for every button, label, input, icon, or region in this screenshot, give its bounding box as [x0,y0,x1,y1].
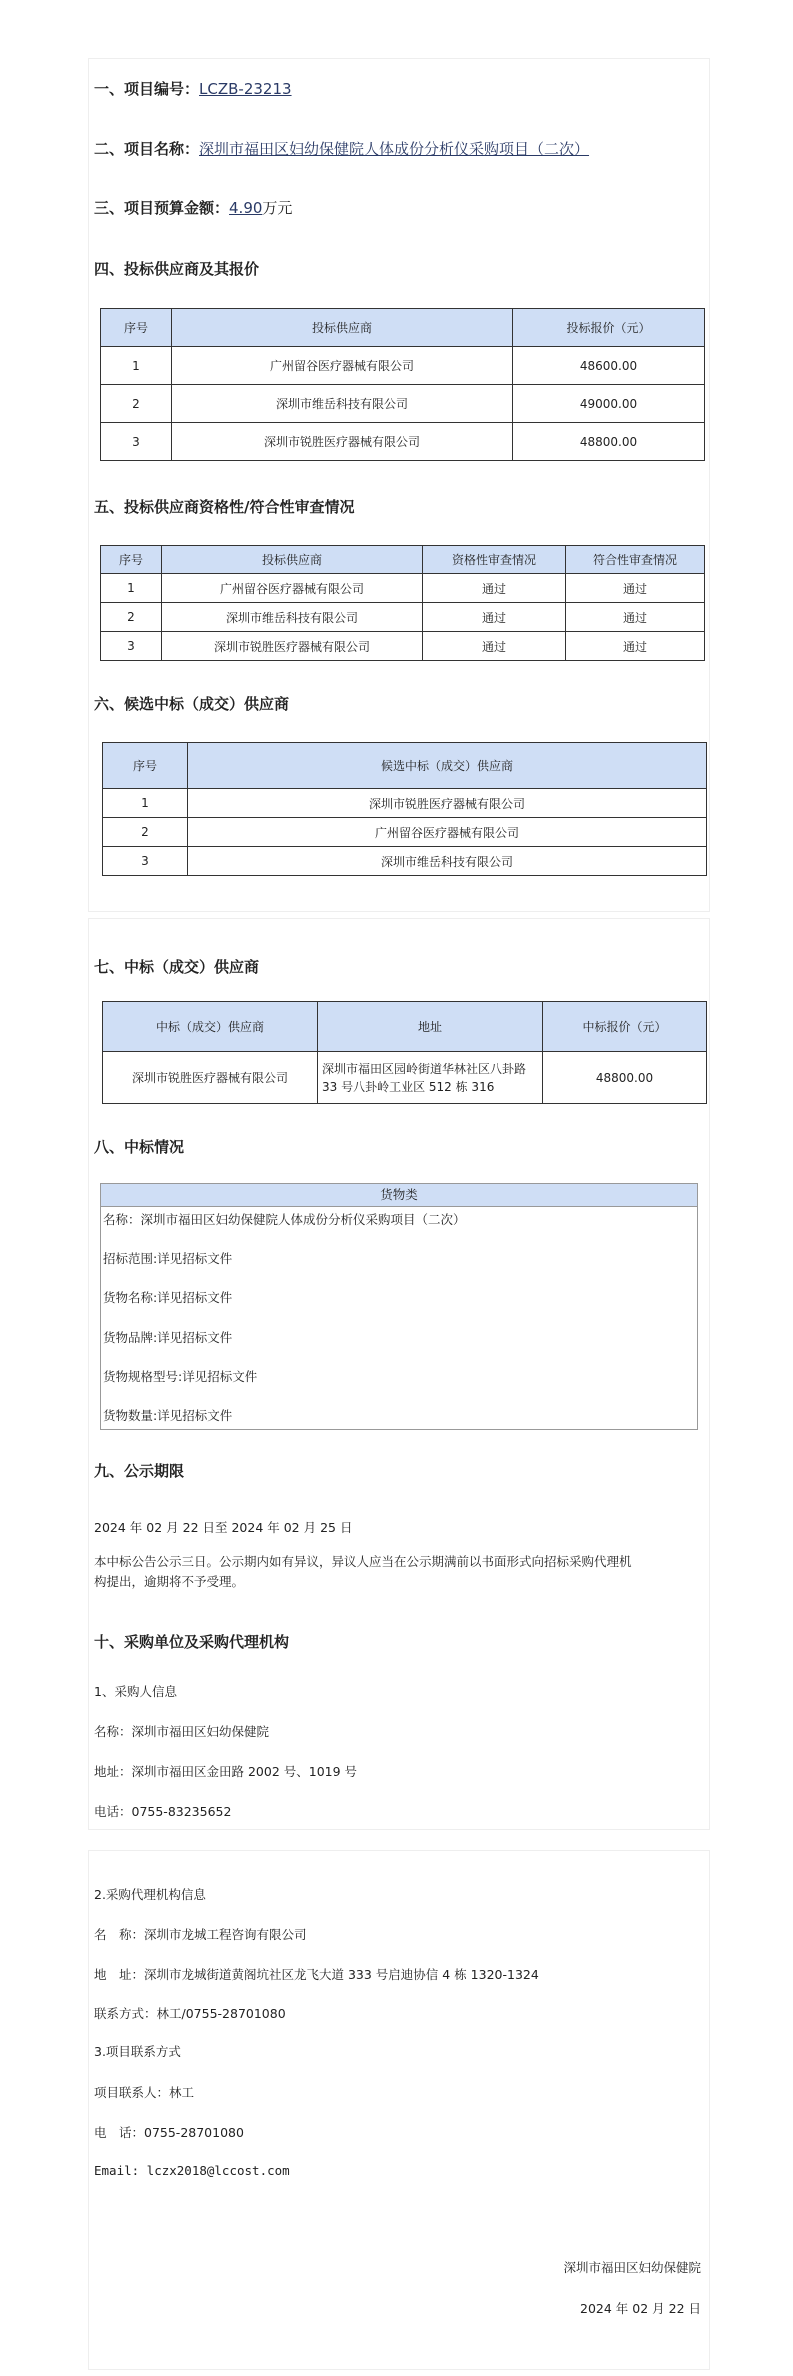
budget-line [94,197,292,218]
table-row [101,385,705,423]
cell: 3 [103,847,188,876]
goods-box [100,1183,698,1430]
cell: 深圳市维岳科技有限公司 [188,847,707,876]
budget-unit: 万元 [262,199,293,217]
project-name-value: 深圳市福田区妇幼保健院人体成份分析仪采购项目（二次） [199,140,590,158]
agency-email: Email: lczx2018@lccost.com [94,2163,290,2178]
cell: 3 [101,423,172,461]
project-number-value: LCZB-23213 [199,80,292,98]
table-row [103,847,707,876]
cell: 1 [101,574,162,603]
buyer-heading: 1、采购人信息 [94,1684,177,1699]
winner-table [102,1001,707,1104]
goods-box-header: 货物类 [101,1184,697,1207]
col-header: 地址 [318,1002,543,1052]
bidders-title: 四、投标供应商及其报价 [94,260,260,278]
candidates-table [102,742,707,876]
project-contact-heading: 3.项目联系方式 [94,2044,181,2059]
buyer-address: 地址：深圳市福田区金田路 2002 号、1019 号 [94,1764,358,1779]
project-contact-phone: 电 话：0755-28701080 [94,2125,244,2140]
cell: 2 [101,603,162,632]
cell: 2 [101,385,172,423]
col-header: 候选中标（成交）供应商 [188,743,707,789]
candidates-title: 六、候选中标（成交）供应商 [94,695,290,713]
buyer-phone: 电话：0755-83235652 [94,1804,232,1819]
cell: 通过 [566,632,705,661]
cell: 深圳市锐胜医疗器械有限公司 [172,423,513,461]
cell: 深圳市锐胜医疗器械有限公司 [103,1052,318,1104]
table-row [101,603,705,632]
col-header: 投标供应商 [172,309,513,347]
col-header: 序号 [101,546,162,574]
buyer-name: 名称：深圳市福田区妇幼保健院 [94,1724,270,1739]
publicity-period: 2024 年 02 月 22 日至 2024 年 02 月 25 日 [94,1520,353,1535]
project-number-label: 一、项目编号： [94,80,200,98]
project-contact-person: 项目联系人：林工 [94,2085,195,2100]
cell: 48800.00 [513,423,705,461]
col-header: 序号 [103,743,188,789]
publicity-notice-2: 构提出，逾期将不予受理。 [94,1574,245,1589]
cell: 深圳市维岳科技有限公司 [172,385,513,423]
footer-org: 深圳市福田区妇幼保健院 [563,2260,701,2275]
table-row [101,423,705,461]
publicity-title: 九、公示期限 [94,1462,185,1480]
cell: 通过 [566,603,705,632]
col-header: 资格性审查情况 [423,546,566,574]
cell: 3 [101,632,162,661]
cell: 49000.00 [513,385,705,423]
cell: 深圳市锐胜医疗器械有限公司 [188,789,707,818]
col-header: 投标报价（元） [513,309,705,347]
col-header: 符合性审查情况 [566,546,705,574]
project-name-label: 二、项目名称： [94,140,200,158]
publicity-notice-1: 本中标公告公示三日。公示期内如有异议，异议人应当在公示期满前以书面形式向招标采购代理机 [94,1554,632,1569]
budget-value: 4.90 [229,199,263,217]
cell: 通过 [423,603,566,632]
footer-date: 2024 年 02 月 22 日 [580,2301,701,2316]
budget-label: 三、项目预算金额： [94,199,230,217]
cell: 通过 [566,574,705,603]
col-header: 序号 [101,309,172,347]
winner-address-cell: 深圳市福田区园岭街道华林社区八卦路 33 号八卦岭工业区 512 栋 316 [318,1052,543,1104]
table-row [101,632,705,661]
cell: 1 [101,347,172,385]
col-header: 中标报价（元） [543,1002,707,1052]
cell: 通过 [423,632,566,661]
qualification-table [100,545,705,661]
goods-line: 名称：深圳市福田区妇幼保健院人体成份分析仪采购项目（二次） [103,1212,466,1227]
cell: 48600.00 [513,347,705,385]
winner-title: 七、中标（成交）供应商 [94,958,260,976]
project-number-line [94,78,292,99]
agency-name: 名 称：深圳市龙城工程咨询有限公司 [94,1927,307,1942]
cell: 广州留谷医疗器械有限公司 [188,818,707,847]
cell: 深圳市维岳科技有限公司 [162,603,423,632]
table-row [103,789,707,818]
bidders-table [100,308,705,461]
award-title: 八、中标情况 [94,1138,185,1156]
cell: 48800.00 [543,1052,707,1104]
goods-line: 货物名称:详见招标文件 [103,1290,233,1305]
agency-heading: 2.采购代理机构信息 [94,1887,206,1902]
goods-line: 招标范围:详见招标文件 [103,1251,233,1266]
cell: 广州留谷医疗器械有限公司 [172,347,513,385]
table-row [103,818,707,847]
cell: 广州留谷医疗器械有限公司 [162,574,423,603]
agency-contact: 联系方式：林工/0755-28701080 [94,2006,286,2021]
table-row [101,574,705,603]
goods-line: 货物品牌:详见招标文件 [103,1330,233,1345]
qualification-title: 五、投标供应商资格性/符合性审查情况 [94,498,355,516]
project-name-line [94,138,589,159]
goods-line: 货物规格型号:详见招标文件 [103,1369,258,1384]
cell: 2 [103,818,188,847]
col-header: 投标供应商 [162,546,423,574]
table-row [101,347,705,385]
cell: 1 [103,789,188,818]
goods-line: 货物数量:详见招标文件 [103,1408,233,1423]
table-row [103,1052,707,1104]
cell: 深圳市锐胜医疗器械有限公司 [162,632,423,661]
cell: 通过 [423,574,566,603]
purchaser-section-title: 十、采购单位及采购代理机构 [94,1633,290,1651]
col-header: 中标（成交）供应商 [103,1002,318,1052]
agency-address: 地 址：深圳市龙城街道黄阁坑社区龙飞大道 333 号启迪协信 4 栋 1320-1324 [94,1967,539,1982]
